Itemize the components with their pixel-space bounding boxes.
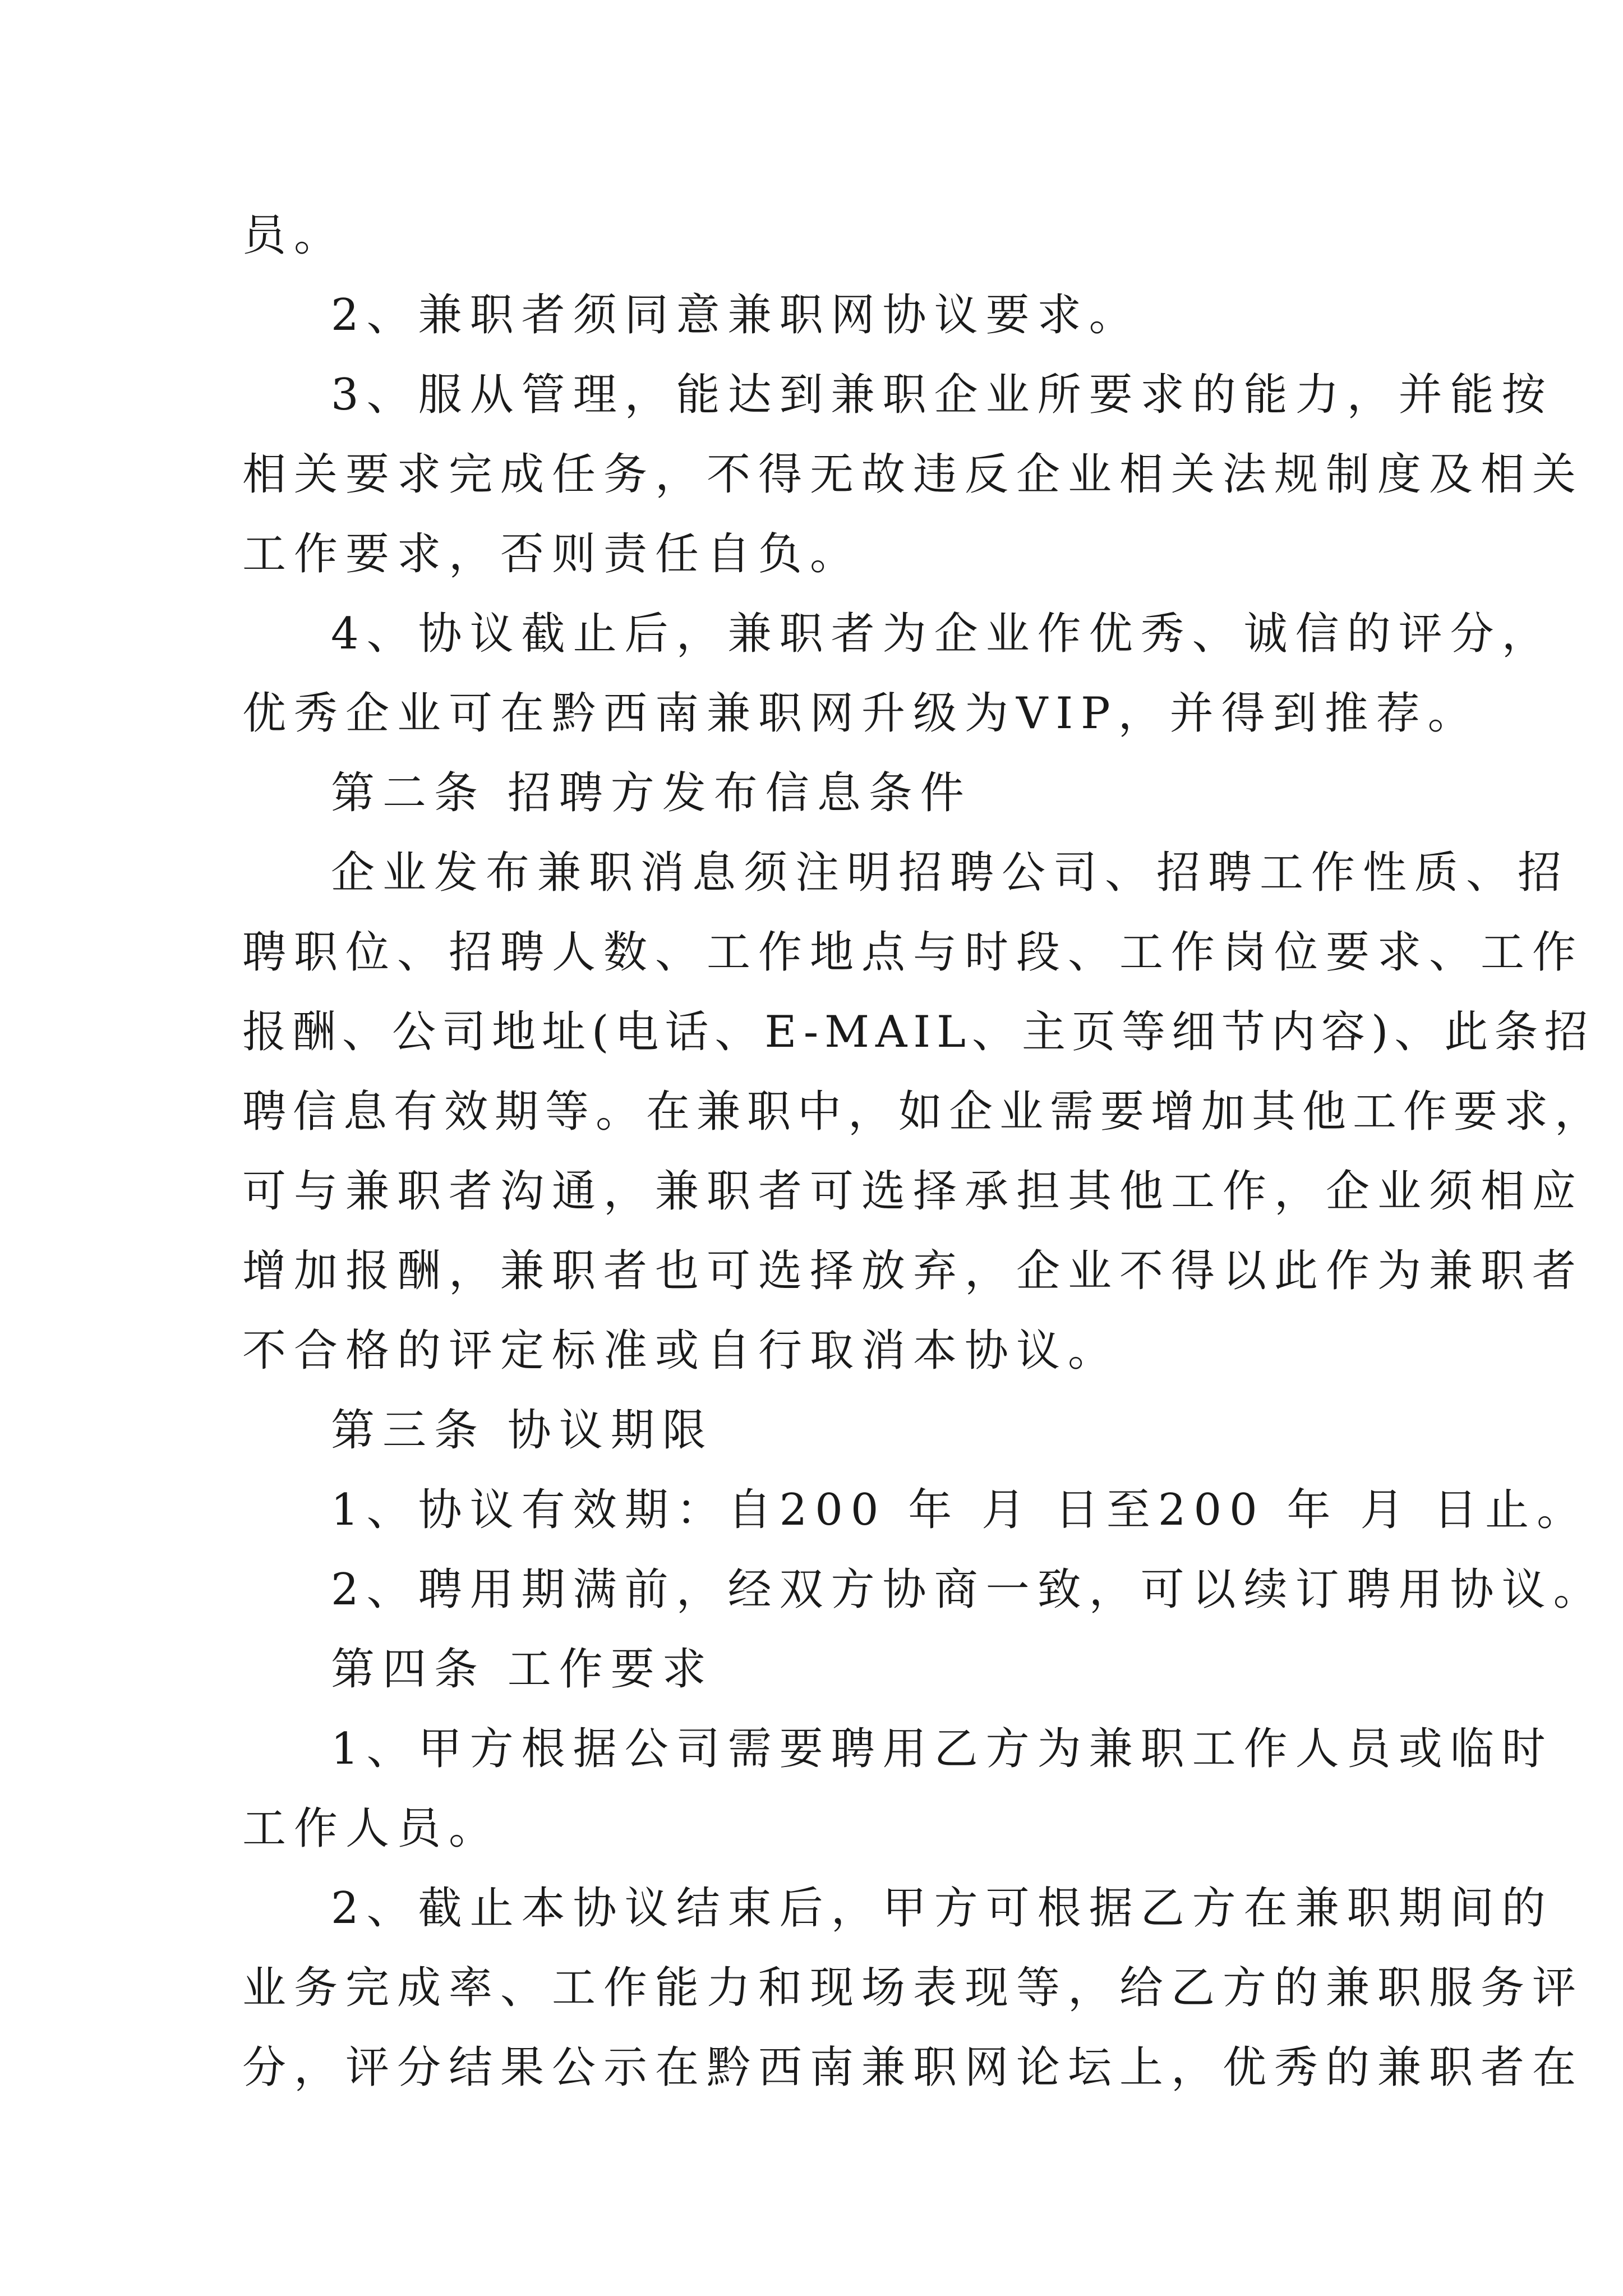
section-heading: 第四条 工作要求 — [331, 1644, 714, 1695]
text-line: 不合格的评定标准或自行取消本协议。 — [242, 1326, 1120, 1376]
text-line: 分，评分结果公示在黔西南兼职网论坛上，优秀的兼职者在 — [242, 2042, 1584, 2093]
text-line: 3、服从管理，能达到兼职企业所要求的能力，并能按 — [331, 370, 1553, 420]
text-line: 2、截止本协议结束后，甲方可根据乙方在兼职期间的 — [331, 1883, 1553, 1934]
text-line: 2、兼职者须同意兼职网协议要求。 — [331, 290, 1141, 341]
section-heading: 第三条 协议期限 — [331, 1405, 714, 1456]
section-heading: 第二条 招聘方发布信息条件 — [331, 768, 972, 818]
text-line: 2、聘用期满前，经双方协商一致，可以续订聘用协议。 — [331, 1565, 1605, 1615]
text-line: 员。 — [242, 210, 346, 261]
text-line: 1、协议有效期：自200 年 月 日至200 年 月 日止。 — [331, 1485, 1589, 1535]
text-line: 聘信息有效期等。在兼职中，如企业需要增加其他工作要求， — [242, 1087, 1606, 1137]
text-line: 增加报酬，兼职者也可选择放弃，企业不得以此作为兼职者 — [242, 1246, 1584, 1296]
text-line: 优秀企业可在黔西南兼职网升级为VIP，并得到推荐。 — [242, 688, 1479, 739]
text-line: 4、协议截止后，兼职者为企业作优秀、诚信的评分， — [331, 609, 1553, 659]
text-line: 工作要求，否则责任自负。 — [242, 529, 862, 579]
text-line: 报酬、公司地址(电话、E-MAIL、主页等细节内容)、此条招 — [242, 1007, 1594, 1057]
text-line: 1、甲方根据公司需要聘用乙方为兼职工作人员或临时 — [331, 1724, 1553, 1774]
text-line: 企业发布兼职消息须注明招聘公司、招聘工作性质、招 — [331, 848, 1570, 898]
text-line: 相关要求完成任务，不得无故违反企业相关法规制度及相关 — [242, 449, 1584, 500]
text-line: 可与兼职者沟通，兼职者可选择承担其他工作，企业须相应 — [242, 1166, 1584, 1217]
text-line: 聘职位、招聘人数、工作地点与时段、工作岗位要求、工作 — [242, 927, 1584, 978]
text-line: 业务完成率、工作能力和现场表现等，给乙方的兼职服务评 — [242, 1963, 1584, 2013]
text-line: 工作人员。 — [242, 1803, 501, 1854]
